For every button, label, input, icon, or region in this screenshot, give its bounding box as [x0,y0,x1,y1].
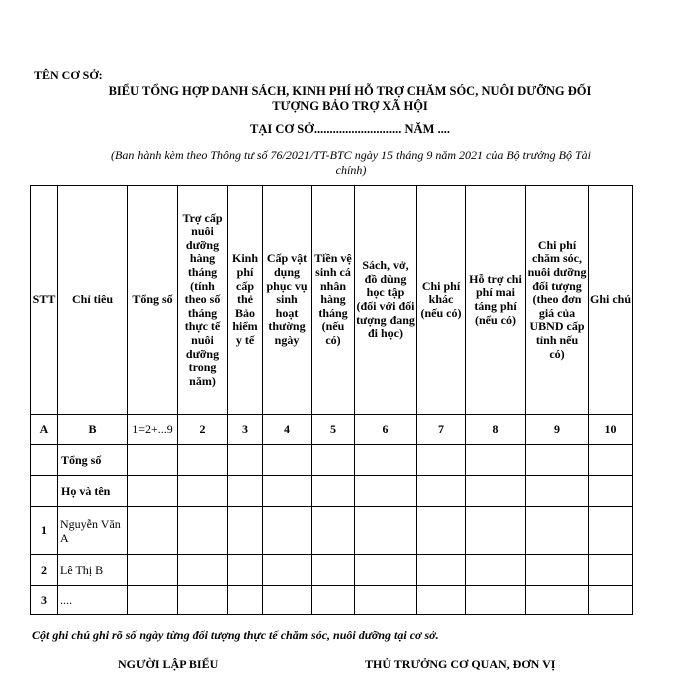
code-cell: 4 [263,415,312,445]
col-header-daily-supplies: Cấp vật dụng phục vụ sinh hoạt thường ngày [263,186,312,415]
col-header-monthly-allowance: Trợ cấp nuôi dưỡng hàng tháng (tính theo số tháng thực tế nuôi dưỡng trong năm) [178,186,228,415]
column-note: Cột ghi chú ghi rõ số ngày từng đối tượng thực tế chăm sóc, nuôi dưỡng tại cơ sở. [32,628,439,642]
data-cell [355,586,417,615]
data-cell [178,586,228,615]
data-cell [178,445,228,476]
data-cell [526,445,589,476]
code-cell: 1=2+...9 [128,415,178,445]
code-cell: A [31,415,58,445]
data-cell [263,476,312,507]
col-header-health-insurance: Kinh phí cấp thẻ Bảo hiểm y tế [228,186,263,415]
col-header-hygiene: Tiền vệ sinh cá nhân hàng tháng (nếu có) [312,186,355,415]
summary-table [30,185,633,615]
data-cell [417,586,466,615]
header-row [31,186,633,415]
title-line-3: TẠI CƠ SỞ............................ NĂM .... [249,122,450,136]
code-cell: 2 [178,415,228,445]
table-row [31,507,633,555]
data-cell [417,555,466,586]
table-row-name-heading [31,476,633,507]
stt-cell: 2 [31,555,58,586]
code-cell: 7 [417,415,466,445]
data-cell [312,476,355,507]
org-name-label: TÊN CƠ SỞ: [34,68,103,82]
table-row [31,586,633,615]
title-line-2: TƯỢNG BẢO TRỢ XÃ HỘI [272,99,428,113]
data-cell [228,586,263,615]
data-cell [466,445,526,476]
col-header-school-supplies: Sách, vở, đồ dùng học tập (đối với đối tượng đang đi học) [355,186,417,415]
code-row [31,415,633,445]
data-cell [589,476,633,507]
data-cell [417,507,466,555]
data-cell [466,586,526,615]
code-cell: B [58,415,128,445]
data-cell [526,555,589,586]
col-header-care-costs: Chi phí chăm sóc, nuôi dưỡng đối tượng (theo đơn giá của UBND cấp tỉnh nếu có) [526,186,589,415]
stt-cell [31,476,58,507]
data-cell [417,476,466,507]
col-header-funeral-support: Hỗ trợ chi phí mai táng phí (nếu có) [466,186,526,415]
data-cell [312,586,355,615]
signer-head-of-unit: THỦ TRƯỞNG CƠ QUAN, ĐƠN VỊ [365,657,556,671]
data-cell [263,555,312,586]
row-label: Tổng số [58,445,128,476]
code-cell: 9 [526,415,589,445]
col-header-indicator: Chỉ tiêu [58,186,128,415]
data-cell [178,555,228,586]
data-cell [312,555,355,586]
row-label: Họ và tên [58,476,128,507]
data-cell [128,476,178,507]
data-cell [466,555,526,586]
stt-cell [31,445,58,476]
data-cell [526,586,589,615]
data-cell [466,476,526,507]
data-cell [589,507,633,555]
document-title [40,84,660,114]
issued-note-line-2: chính) [335,163,367,177]
data-cell [228,476,263,507]
code-cell: 3 [228,415,263,445]
col-header-notes: Ghi chú [589,186,633,415]
data-cell [355,445,417,476]
table-row [31,555,633,586]
data-cell [128,555,178,586]
data-cell [589,555,633,586]
data-cell [355,476,417,507]
code-cell: 10 [589,415,633,445]
data-cell [589,445,633,476]
data-cell [178,476,228,507]
issued-note [30,148,672,178]
data-cell [417,445,466,476]
data-cell [178,507,228,555]
data-cell [128,586,178,615]
code-cell: 8 [466,415,526,445]
title-line-1: BIỂU TỔNG HỢP DANH SÁCH, KINH PHÍ HỖ TRỢ CHĂM SÓC, NUÔI DƯỠNG ĐỐI [108,84,592,98]
data-cell [355,507,417,555]
code-cell: 5 [312,415,355,445]
data-cell [228,445,263,476]
code-cell: 6 [355,415,417,445]
data-cell [263,445,312,476]
col-header-total: Tổng số [128,186,178,415]
data-cell [228,507,263,555]
col-header-stt: STT [31,186,58,415]
row-label: Nguyễn Văn A [58,507,128,555]
data-cell [228,555,263,586]
data-cell [466,507,526,555]
stt-cell: 3 [31,586,58,615]
signer-preparer: NGƯỜI LẬP BIỂU [118,657,219,671]
data-cell [526,507,589,555]
stt-cell: 1 [31,507,58,555]
data-cell [355,555,417,586]
data-cell [128,445,178,476]
data-cell [589,586,633,615]
issued-note-line-1: (Ban hành kèm theo Thông tư số 76/2021/TT-BTC ngày 15 tháng 9 năm 2021 của Bộ trưởng Bộ Tài [111,148,591,162]
data-cell [128,507,178,555]
data-cell [312,507,355,555]
data-cell [263,586,312,615]
col-header-other-costs: Chi phí khác (nếu có) [417,186,466,415]
table-row-total [31,445,633,476]
data-cell [312,445,355,476]
row-label: .... [58,586,128,615]
data-cell [526,476,589,507]
data-cell [263,507,312,555]
row-label: Lê Thị B [58,555,128,586]
